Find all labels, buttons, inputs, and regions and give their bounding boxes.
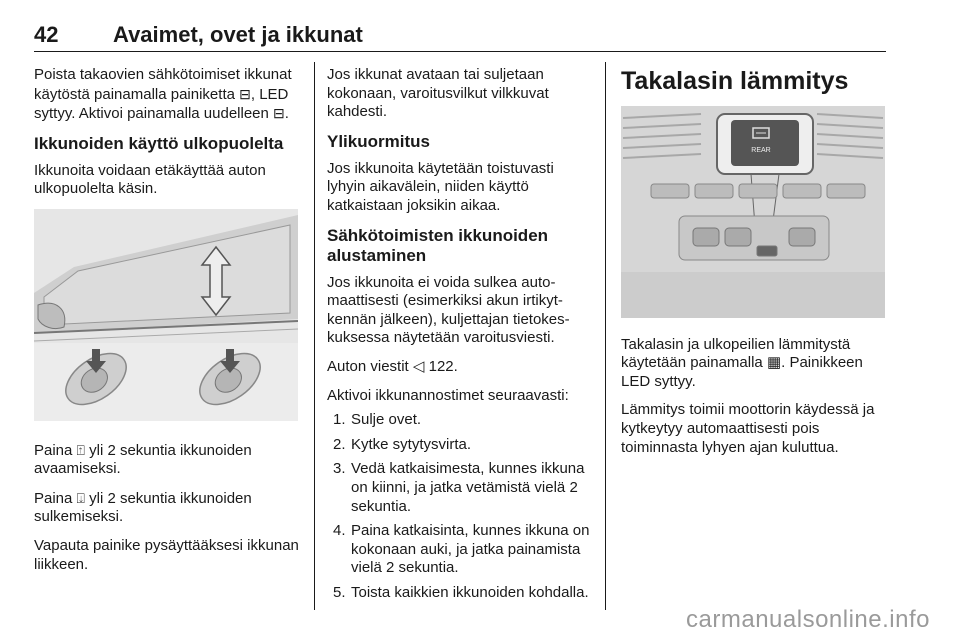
column-1 [34, 66, 302, 584]
text-fragment: Auton viestit [327, 357, 413, 375]
step-number: 4. [333, 522, 346, 540]
column-divider-2 [605, 62, 606, 610]
page-number: 42 [34, 22, 59, 47]
release-paragraph: Vapauta painike pysäyttääksesi ikkunan liikkeen. [34, 536, 299, 573]
open-paragraph [34, 441, 302, 479]
step-text: Kytke sytytysvirta. [351, 435, 472, 453]
window-lock-icon: ⊟ [273, 105, 285, 122]
overload-paragraph: Jos ikkunoita käytetään toistuvasti lyhyin aikavälein, niiden käyttö katkaistaan joksikin aikaa. [327, 159, 554, 214]
window-lock-icon: ⊟ [239, 85, 251, 102]
section-heading-overload: Ylikuormitus [327, 131, 430, 151]
init-paragraph: Jos ikkunoita ei voida sulkea automaattisesti (esimerkiksi akun irtikytkennän jälkeen), kuljettajan tietokeskuksessa näytetään varoitusviesti. [327, 273, 570, 347]
dashboard-illustration [621, 106, 887, 324]
watermark: carmanualsonline.info [686, 606, 930, 633]
step-text: Sulje ovet. [351, 411, 422, 429]
activate-intro: Aktivoi ikkunannostimet seuraavasti: [327, 386, 569, 404]
header-rule [34, 51, 886, 52]
list-item [327, 436, 593, 455]
list-item [327, 522, 593, 578]
heater-auto-off-paragraph: Lämmitys toimii moottorin käydessä ja kytkeytyy automaattisesti pois toiminnasta lyhyen ajan kuluttua. [621, 401, 875, 456]
dashboard-svg [621, 106, 885, 318]
text-fragment: . Painikkeen LED syttyy. [621, 354, 863, 390]
list-item [327, 460, 593, 516]
text-fragment: yli 2 sekuntia ikkunoiden avaamiseksi. [34, 441, 252, 478]
column-2 [327, 66, 593, 608]
hazard-paragraph: Jos ikkunat avataan tai suljetaan kokonaan, varoitusvilkut vilkkuvat kahdesti. [327, 66, 549, 121]
column-3 [621, 66, 887, 467]
step-number: 3. [333, 460, 346, 478]
remote-paragraph: Ikkunoita voidaan etäkäyttää auton ulkopuolelta käsin. [34, 161, 266, 198]
section-heading-outside: Ikkunoiden käyttö ulkopuolelta [34, 133, 284, 153]
reference-arrow-icon: ◁ [412, 357, 425, 375]
text-fragment: Poista takaovien sähkötoimiset ikkunat käytöstä painamalla painiketta [34, 66, 292, 103]
step-text: Toista kaikkien ikkunoiden kohdalla. [351, 583, 589, 601]
unlock-button-icon: ⍐ [76, 441, 85, 458]
vehicle-messages-reference [327, 358, 593, 377]
car-window-key-svg [34, 209, 298, 421]
list-item [327, 584, 593, 603]
text-fragment: Takalasin ja ulkopeilien lämmitystä käytetään painamalla [621, 335, 851, 372]
text-fragment: 122. [424, 357, 458, 375]
lock-button-icon: ⍗ [76, 489, 85, 506]
text-fragment: Paina [34, 489, 77, 507]
close-paragraph [34, 489, 302, 527]
section-heading-init: Sähkötoimisten ikkunoiden alustaminen [327, 225, 549, 265]
text-fragment: Paina [34, 441, 77, 459]
heater-paragraph [621, 336, 887, 392]
page-title: Avaimet, ovet ja ikkunat [113, 22, 363, 47]
rear-window-heater-icon: ▦ [766, 354, 782, 372]
steps-list [327, 411, 593, 602]
step-text: Paina katkaisinta, kunnes ikkuna on kokonaan auki, ja jatka painamista vielä 2 sekuntia. [351, 522, 590, 577]
column-divider-1 [314, 62, 315, 610]
text-fragment: yli 2 sekuntia ikkunoiden sulkemiseksi. [34, 489, 252, 526]
car-window-key-illustration [34, 209, 302, 427]
rear-button-label: REAR [751, 147, 771, 154]
text-fragment: . [284, 105, 289, 123]
window-lock-paragraph [34, 66, 302, 124]
text-fragment: , LED syttyy. Aktivoi painamalla uudelleen [34, 85, 289, 123]
step-number: 1. [333, 411, 346, 429]
step-number: 2. [333, 435, 346, 453]
step-number: 5. [333, 583, 346, 601]
step-text: Vedä katkaisimesta, kunnes ikkuna on kiinni, ja jatka vetämistä vielä 2 sekuntia. [351, 460, 585, 515]
list-item [327, 411, 593, 430]
section-heading-heater: Takalasin lämmitys [621, 67, 849, 95]
